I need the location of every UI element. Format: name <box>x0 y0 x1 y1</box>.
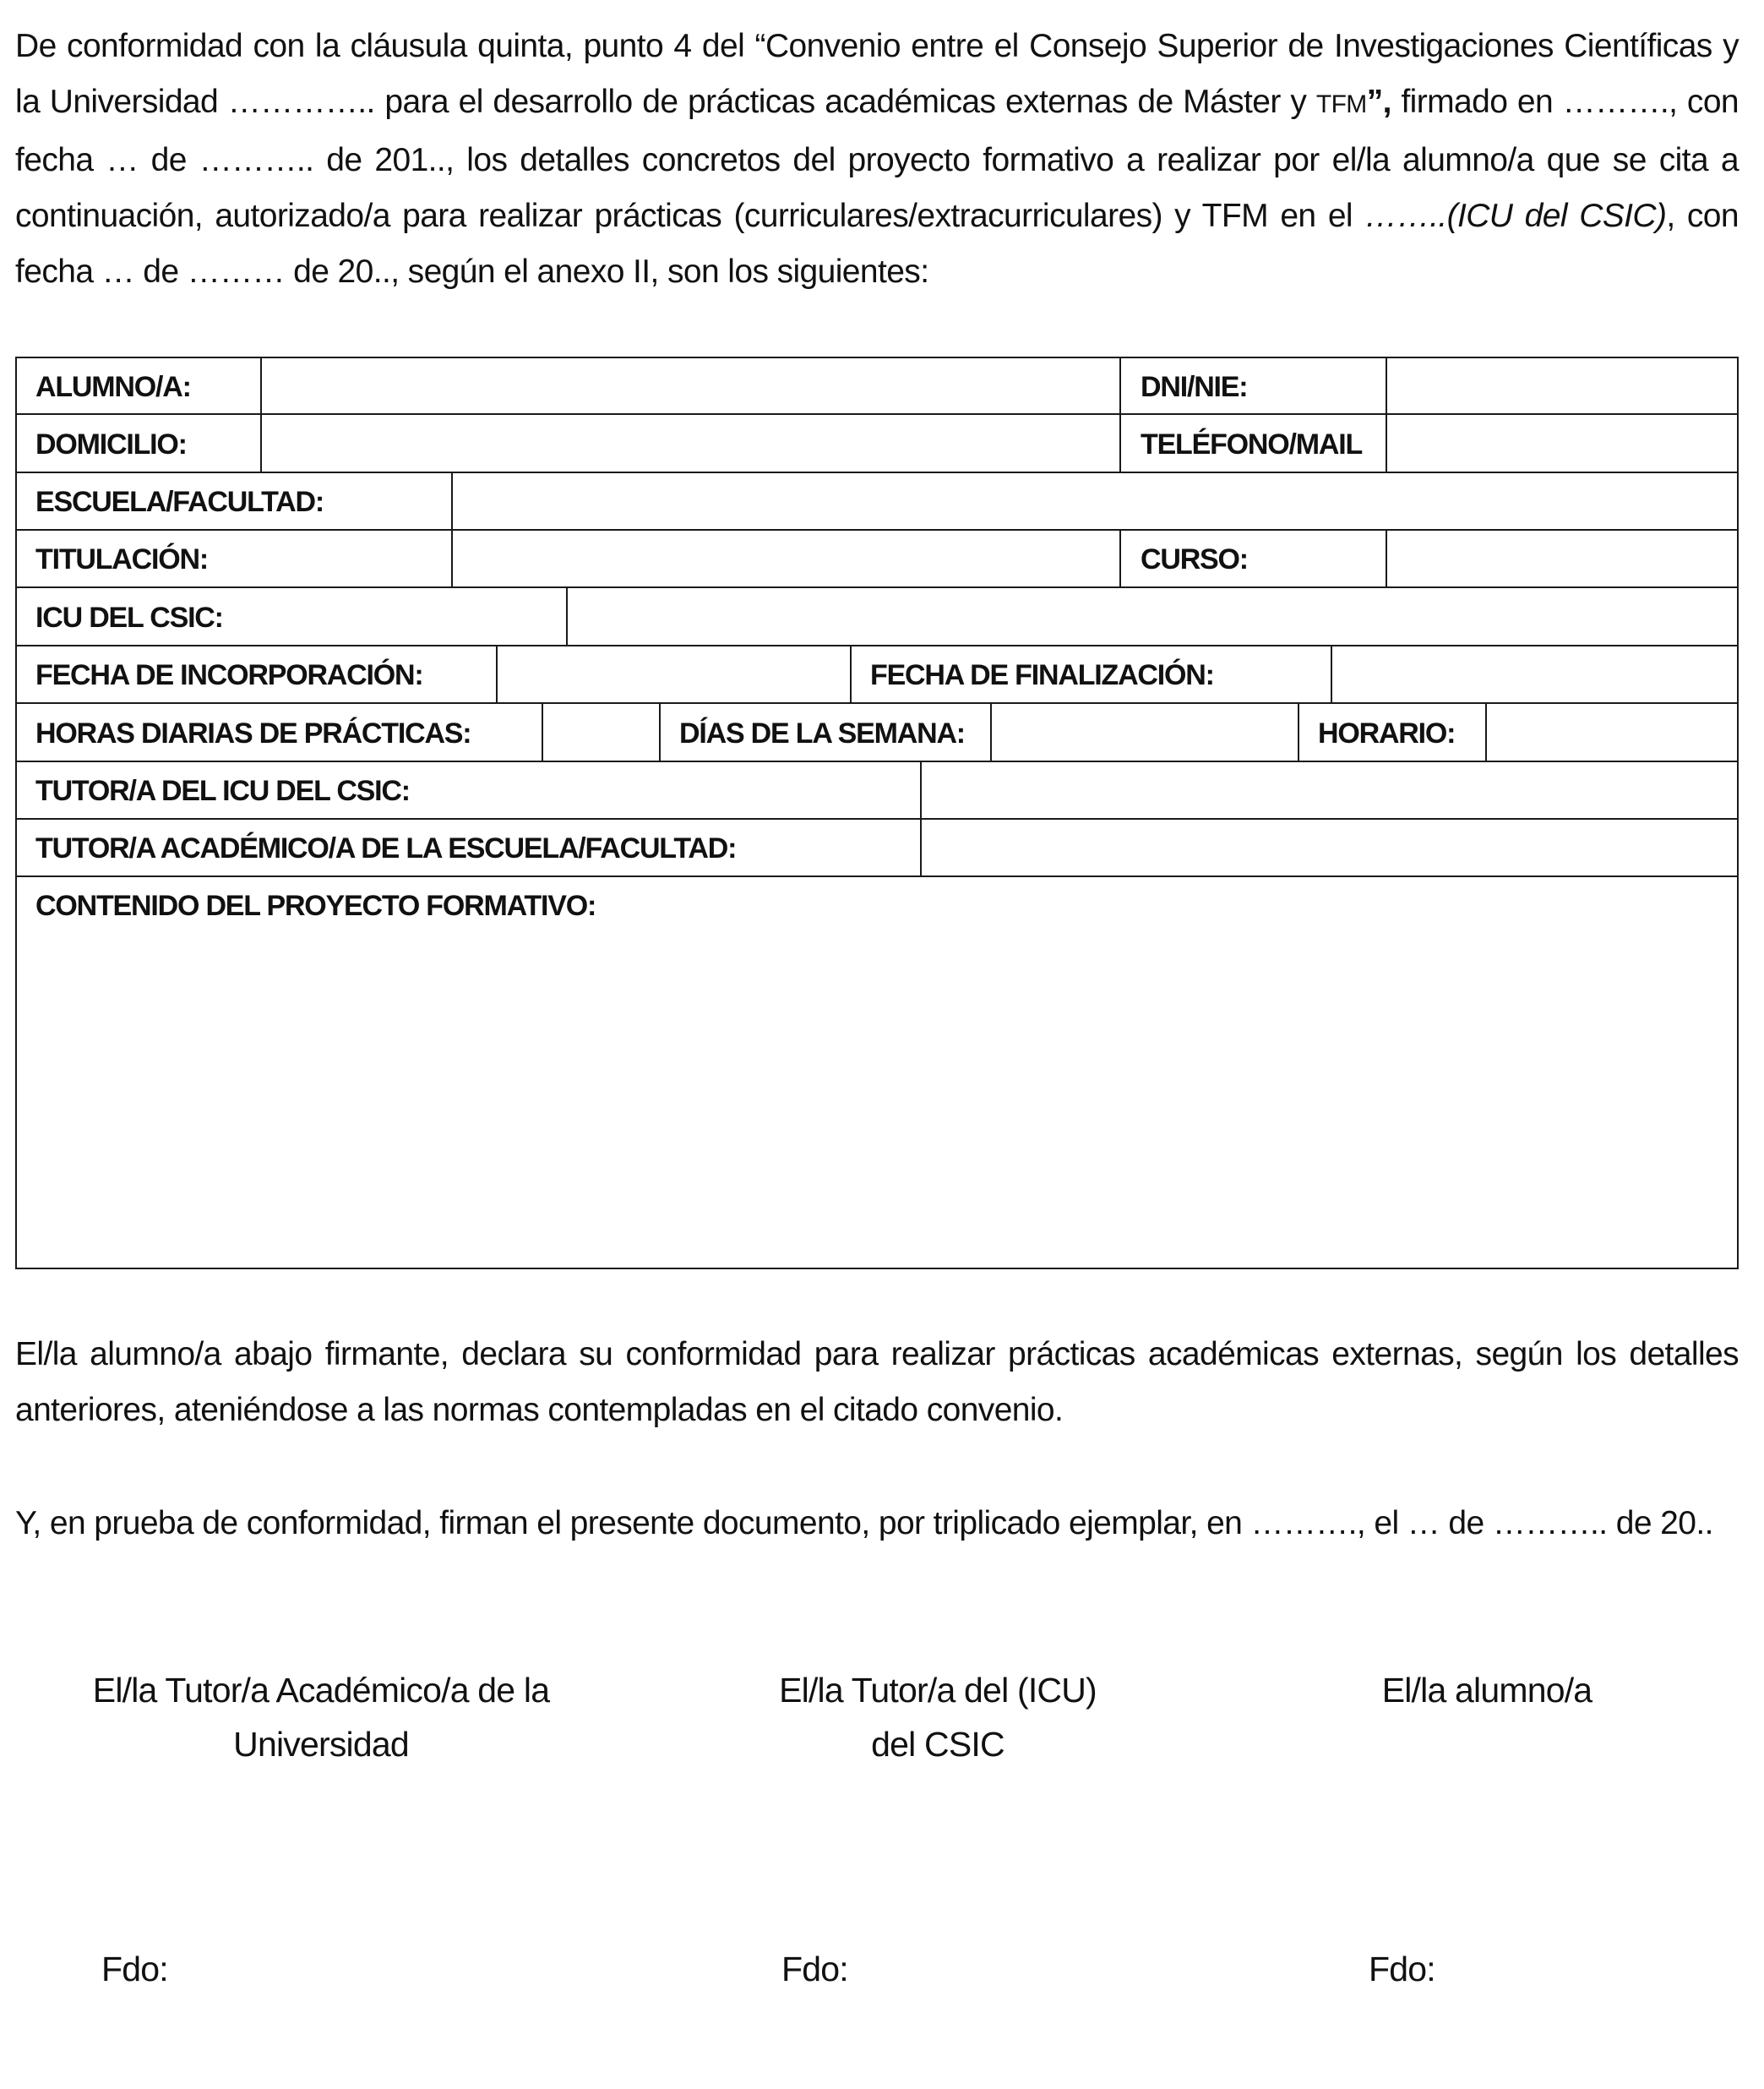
closing-paragraph: Y, en prueba de conformidad, firman el presente documento, por triplicado ejemplar, en ………., el … de ……….. de 20.. <box>15 1505 1713 1541</box>
col-divider <box>1119 357 1121 472</box>
col-divider <box>566 586 568 645</box>
col-divider <box>1485 702 1487 761</box>
signature-academic-tutor <box>42 1663 600 1771</box>
row-divider <box>15 413 1739 415</box>
col-divider <box>850 645 852 702</box>
col-divider <box>1331 645 1332 702</box>
signature-icu-tutor-line2: del CSIC <box>871 1725 1004 1764</box>
contenido-label: CONTENIDO DEL PROYECTO FORMATIVO: <box>35 890 596 922</box>
fdo-icu-tutor: Fdo: <box>781 1950 848 1988</box>
col-divider <box>1386 529 1387 586</box>
signature-student <box>1318 1663 1656 1717</box>
dni-label: DNI/NIE: <box>1141 371 1248 403</box>
col-divider <box>990 702 992 761</box>
col-divider <box>1386 357 1387 472</box>
horario-label: HORARIO: <box>1318 717 1456 750</box>
curso-field[interactable] <box>1389 531 1737 585</box>
col-divider <box>260 357 262 472</box>
dias-semana-field[interactable] <box>994 704 1296 759</box>
fecha-finalizacion-field[interactable] <box>1334 646 1737 701</box>
domicilio-field[interactable] <box>264 416 1118 470</box>
horas-diarias-field[interactable] <box>545 704 657 759</box>
titulacion-label: TITULACIÓN: <box>35 543 208 575</box>
intro-icu-placeholder: ……..(ICU del CSIC) <box>1364 198 1667 234</box>
escuela-field[interactable] <box>455 473 1737 527</box>
intro-text-3: firmado en ………., con fecha … de ……….. de 201.., los detalles concretos del proyecto formativo a realizar por el/la alumno/a que se cita a continuación, autorizado/a para realizar prácticas (curriculares/extracurriculares) y TFM en el <box>15 84 1740 234</box>
fecha-incorporacion-field[interactable] <box>499 646 848 701</box>
declaration-paragraph: El/la alumno/a abajo firmante, declara su conformidad para realizar prácticas académicas externas, según los detalles anteriores, ateniéndose a las normas contempladas en el citado convenio. <box>15 1336 1739 1428</box>
signature-icu-tutor-line1: El/la Tutor/a del (ICU) <box>779 1671 1097 1710</box>
dias-semana-label: DÍAS DE LA SEMANA: <box>679 717 965 750</box>
titulacion-field[interactable] <box>455 531 1118 585</box>
row-divider <box>15 702 1739 704</box>
col-divider <box>451 472 453 586</box>
col-divider <box>920 761 922 875</box>
fecha-finalizacion-label: FECHA DE FINALIZACIÓN: <box>870 659 1214 691</box>
col-divider <box>496 645 498 702</box>
intro-text-4: , con fecha … de ……… de 20.., según el anexo II, son los siguientes: <box>15 198 1739 290</box>
col-divider <box>659 702 661 761</box>
intro-text-1: De conformidad con la cláusula quinta, punto 4 del “Convenio entre el Consejo Superior de Investigaciones Científicas y la Universidad ………….. para el desarrollo de prácticas académicas externas de Máster y <box>15 28 1739 120</box>
fdo-student: Fdo: <box>1369 1950 1435 1988</box>
col-divider <box>542 702 543 761</box>
row-divider <box>15 875 1739 877</box>
intro-paragraph <box>15 19 1739 300</box>
tutor-icu-field[interactable] <box>923 762 1737 816</box>
intro-tfm: TFM <box>1315 90 1367 118</box>
telefono-field[interactable] <box>1389 416 1737 470</box>
signature-student-line1: El/la alumno/a <box>1381 1671 1592 1710</box>
tutor-academico-field[interactable] <box>923 820 1737 874</box>
horas-diarias-label: HORAS DIARIAS DE PRÁCTICAS: <box>35 717 471 750</box>
signature-academic-tutor-line2: Universidad <box>233 1725 409 1764</box>
tutor-icu-label: TUTOR/A DEL ICU DEL CSIC: <box>35 775 410 807</box>
domicilio-label: DOMICILIO: <box>35 428 187 461</box>
fdo-academic-tutor: Fdo: <box>101 1950 168 1988</box>
col-divider <box>1298 702 1299 761</box>
fecha-incorporacion-label: FECHA DE INCORPORACIÓN: <box>35 659 423 691</box>
signature-icu-tutor <box>684 1663 1191 1771</box>
icu-label: ICU DEL CSIC: <box>35 602 223 634</box>
signature-academic-tutor-line1: El/la Tutor/a Académico/a de la <box>92 1671 550 1710</box>
contenido-field[interactable] <box>17 926 1737 1268</box>
col-divider <box>1119 529 1121 586</box>
tutor-academico-label: TUTOR/A ACADÉMICO/A DE LA ESCUELA/FACULTAD: <box>35 832 737 865</box>
intro-text-2: ”, <box>1366 84 1402 120</box>
alumno-label: ALUMNO/A: <box>35 371 191 403</box>
telefono-label: TELÉFONO/MAIL <box>1141 428 1363 461</box>
icu-field[interactable] <box>569 588 1737 643</box>
curso-label: CURSO: <box>1141 543 1248 575</box>
dni-field[interactable] <box>1389 358 1737 412</box>
alumno-field[interactable] <box>264 358 1118 412</box>
escuela-label: ESCUELA/FACULTAD: <box>35 486 324 518</box>
horario-field[interactable] <box>1489 704 1737 759</box>
